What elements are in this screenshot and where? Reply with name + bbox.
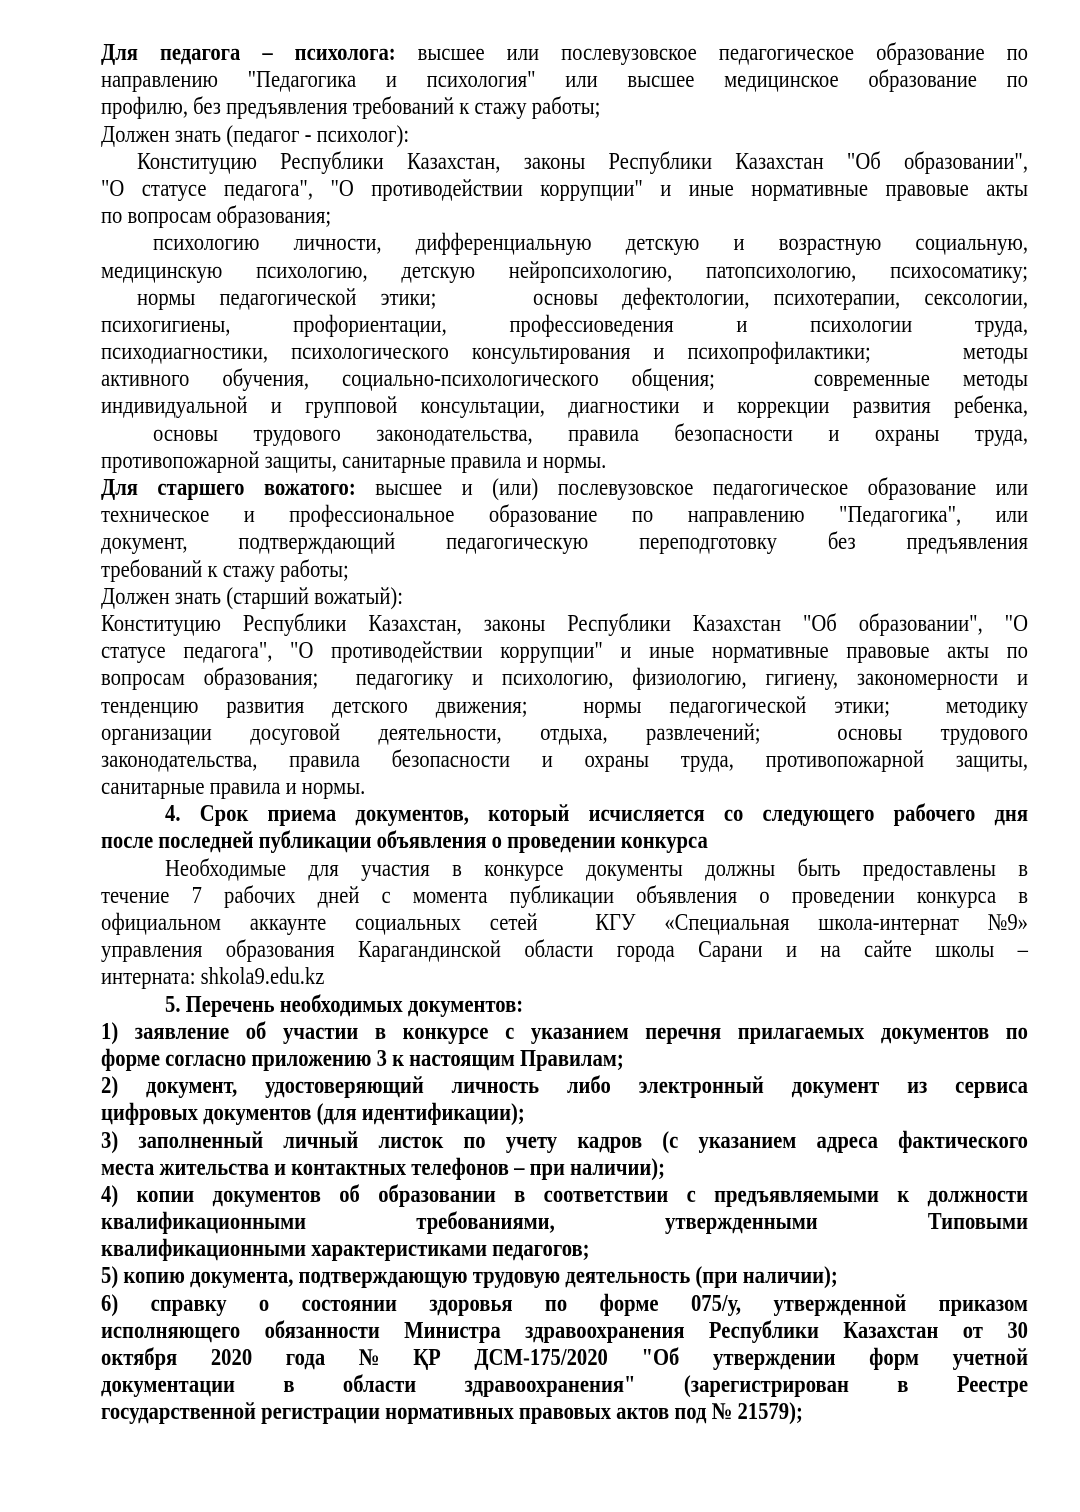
bold-text: документации в области здравоохранения" (зарегистрирован в Реестре: [101, 1372, 1028, 1399]
text-line: [101, 1182, 1028, 1209]
text: по вопросам образования;: [101, 203, 332, 230]
text-line: [101, 285, 1028, 312]
text: управления образования Карагандинской области города Сарани и на сайте школы –: [101, 937, 1028, 964]
text: психодиагностики, психологического консультирования и психопрофилактики; методы: [101, 339, 1028, 366]
text-line: [101, 665, 1028, 692]
text-line: [101, 828, 1028, 855]
text: санитарные правила и нормы.: [101, 774, 366, 801]
text: Необходимые для участия в конкурсе документы должны быть предоставлены в: [165, 855, 1028, 882]
text: активного обучения, социально-психологического общения; современные методы: [101, 366, 1028, 393]
section-psychologist-requirements: [101, 40, 1028, 475]
bold-text: октября 2020 года № ҚР ДСМ-175/2020 "Об утверждении форм учетной: [101, 1345, 1028, 1371]
text: нормы педагогической этики; основы дефектологии, психотерапии, сексологии,: [137, 284, 1029, 311]
text-line: [101, 393, 1028, 420]
bold-text: места жительства и контактных телефонов – при наличии);: [101, 1154, 666, 1181]
text-line: [101, 1155, 1028, 1182]
text: вопросам образования; педагогику и психологию, физиологию, гигиену, закономерности и: [101, 665, 1028, 692]
text-line: [101, 964, 1028, 991]
text: документ, подтверждающий педагогическую переподготовку без предъявления: [101, 529, 1028, 556]
text: направлению "Педагогика и психология" или высшее медицинское образование по: [101, 67, 1028, 94]
bold-text: исполняющего обязанности Министра здравоохранения Республики Казахстан от 30: [101, 1317, 1028, 1344]
text-line: [101, 176, 1028, 203]
section-section-5: [101, 992, 1028, 1427]
text-line: [101, 584, 1028, 611]
text: Должен знать (старший вожатый):: [101, 583, 403, 610]
text-line: [101, 638, 1028, 665]
text: техническое и профессиональное образование по направлению "Педагогика", или: [101, 502, 1028, 529]
text-line: [101, 149, 1028, 176]
text: Должен знать (педагог - психолог):: [101, 121, 410, 148]
text-line: [101, 1399, 1028, 1426]
text: интерната: shkola9.edu.kz: [101, 964, 325, 991]
text-line: [101, 1019, 1028, 1046]
bold-text: 3) заполненный личный листок по учету кадров (с указанием адреса фактического: [101, 1127, 1028, 1154]
text: противопожарной защиты, санитарные правила и нормы.: [101, 447, 607, 474]
bold-text: 2) документ, удостоверяющий личность либо электронный документ из сервиса: [101, 1073, 1029, 1100]
text-line: [101, 448, 1028, 475]
text-line: [101, 475, 1028, 502]
text-line: [101, 230, 1028, 257]
text-line: [101, 366, 1028, 393]
bold-text: государственной регистрации нормативных правовых актов под № 21579);: [101, 1399, 803, 1426]
text-line: [101, 203, 1028, 230]
bold-text: после последней публикации объявления о проведении конкурса: [101, 828, 708, 855]
bold-text: квалификационными требованиями, утвержденными Типовыми: [101, 1209, 1028, 1236]
text-line: [101, 693, 1028, 720]
text-line: [101, 1345, 1028, 1372]
text-line: [101, 502, 1028, 529]
bold-text: цифровых документов (для идентификации);: [101, 1100, 525, 1127]
bold-text: 1) заявление об участии в конкурсе с указанием перечня прилагаемых документов по: [101, 1018, 1028, 1045]
text-line: [101, 1209, 1028, 1236]
text-line: [101, 1318, 1028, 1345]
text: "О статусе педагога", "О противодействии коррупции" и иные нормативные правовые акты: [101, 175, 1028, 202]
text: психогигиены, профориентации, профессиоведения и психологии труда,: [101, 311, 1028, 338]
section-senior-counselor-requirements: [101, 475, 1028, 801]
text-line: [101, 937, 1028, 964]
bold-text: Для педагога – психолога:: [101, 40, 396, 66]
text-line: [101, 1291, 1028, 1318]
text-line: [101, 883, 1028, 910]
text-line: [101, 557, 1028, 584]
text: течение 7 рабочих дней с момента публикации объявления о проведении конкурса в: [101, 882, 1028, 909]
text: тенденцию развития детского движения; нормы педагогической этики; методику: [101, 692, 1028, 719]
text: Конституцию Республики Казахстан, законы Республики Казахстан "Об образовании",: [137, 148, 1029, 175]
text-line: [101, 1128, 1028, 1155]
bold-text: квалификационными характеристиками педагогов;: [101, 1236, 590, 1263]
bold-text: 4. Срок приема документов, который исчисляется со следующего рабочего дня: [165, 801, 1028, 828]
bold-text: 5) копию документа, подтверждающую трудовую деятельность (при наличии);: [101, 1263, 838, 1290]
text-line: [101, 992, 1028, 1019]
text-line: [101, 421, 1028, 448]
text-line: [101, 747, 1028, 774]
text-line: [101, 1073, 1028, 1100]
text: требований к стажу работы;: [101, 556, 349, 583]
text: психологию личности, дифференциальную детскую и возрастную социальную,: [153, 230, 1029, 257]
text-line: [101, 1046, 1028, 1073]
text: официальном аккаунте социальных сетей КГУ «Специальная школа-интернат №9»: [101, 910, 1028, 936]
text-line: [101, 94, 1028, 121]
text: основы трудового законодательства, правила безопасности и охраны труда,: [153, 420, 1028, 447]
bold-text: 6) справку о состоянии здоровья по форме 075/у, утвержденной приказом: [101, 1290, 1028, 1317]
text: Конституцию Республики Казахстан, законы Республики Казахстан "Об образовании", "О: [101, 610, 1028, 637]
bold-text: форме согласно приложению 3 к настоящим Правилам;: [101, 1045, 624, 1072]
text: законодательства, правила безопасности и охраны труда, противопожарной защиты,: [101, 746, 1029, 773]
text-line: [101, 856, 1028, 883]
text-line: [101, 339, 1028, 366]
text-line: [101, 1100, 1028, 1127]
text-line: [101, 40, 1028, 67]
bold-text: Для старшего вожатого:: [101, 475, 356, 501]
text: высшее и (или) послевузовское педагогическое образование или: [355, 475, 1028, 501]
text-line: [101, 774, 1028, 801]
section-section-4: [101, 801, 1028, 991]
text-line: [101, 122, 1028, 149]
text: профилю, без предъявления требований к стажу работы;: [101, 94, 601, 121]
text-line: [101, 258, 1028, 285]
text-line: [101, 611, 1028, 638]
text-line: [101, 529, 1028, 556]
bold-text: 4) копии документов об образовании в соответствии с предъявляемыми к должности: [101, 1181, 1028, 1208]
text: высшее или послевузовское педагогическое образование по: [395, 40, 1028, 66]
text: индивидуальной и групповой консультации, диагностики и коррекции развития ребенка,: [101, 393, 1028, 420]
text-line: [101, 67, 1028, 94]
text-line: [101, 1236, 1028, 1263]
text: статусе педагога", "О противодействии коррупции" и иные нормативные правовые акты по: [101, 638, 1028, 665]
text-line: [101, 1372, 1028, 1399]
bold-text: 5. Перечень необходимых документов:: [165, 991, 524, 1018]
text-line: [101, 312, 1028, 339]
text: организации досуговой деятельности, отдыха, развлечений; основы трудового: [101, 719, 1028, 746]
text-line: [101, 801, 1028, 828]
text: медицинскую психологию, детскую нейропсихологию, патопсихологию, психосоматику;: [101, 257, 1028, 284]
text-line: [101, 1263, 1028, 1290]
text-line: [101, 720, 1028, 747]
document-body: [101, 40, 1028, 1427]
text-line: [101, 910, 1028, 937]
